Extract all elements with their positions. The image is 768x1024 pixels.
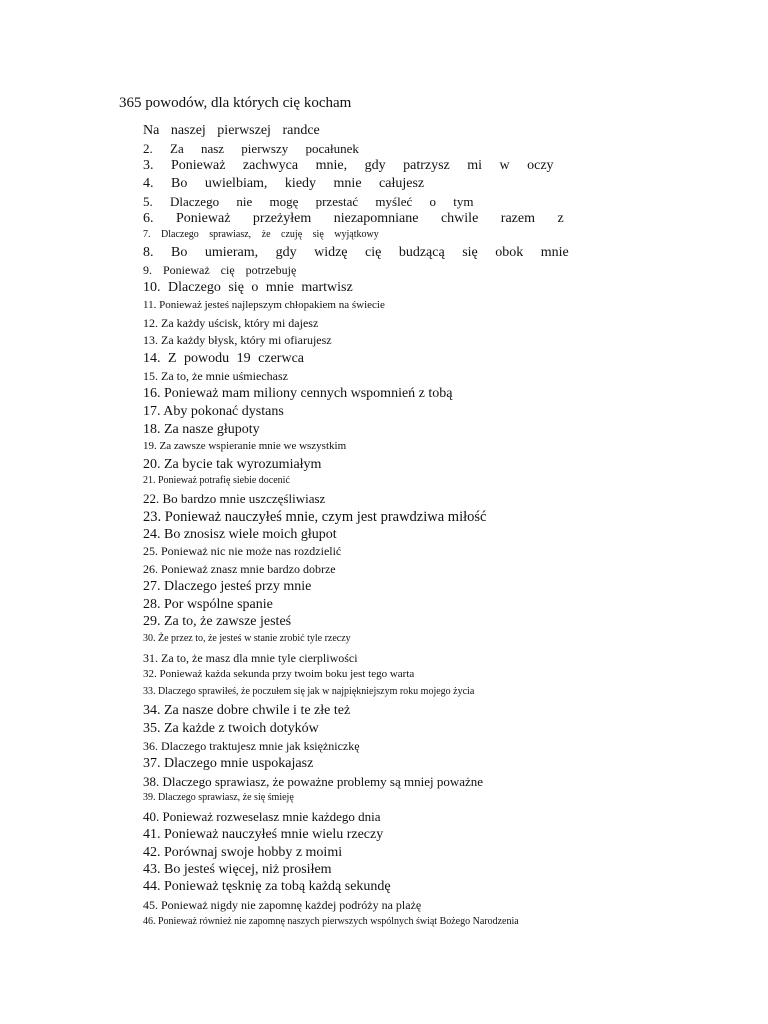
list-item: 41. Ponieważ nauczyłeś mnie wielu rzeczy [143, 827, 384, 842]
list-item: 11. Ponieważ jesteś najlepszym chłopakiem na świecie [143, 299, 385, 311]
list-item: 30. Że przez to, że jesteś w stanie zrobić tyle rzeczy [143, 633, 351, 644]
list-item: 43. Bo jesteś więcej, niż prosiłem [143, 862, 332, 877]
list-item: 15. Za to, że mnie uśmiechasz [143, 369, 288, 383]
list-item: 12. Za każdy uścisk, który mi dajesz [143, 316, 319, 330]
list-item: 45. Ponieważ nigdy nie zapomnę każdej podróży na plażę [143, 898, 422, 912]
list-item: 23. Ponieważ nauczyłeś mnie, czym jest prawdziwa miłość [143, 509, 487, 525]
list-item: 31. Za to, że masz dla mnie tyle cierpliwości [143, 651, 358, 665]
list-item: 20. Za bycie tak wyrozumiałym [143, 457, 322, 472]
list-item: 28. Por wspólne spanie [143, 597, 273, 612]
list-item: 2. Za nasz pierwszy pocałunek [143, 141, 359, 156]
list-item: 29. Za to, że zawsze jesteś [143, 614, 292, 629]
list-item: 25. Ponieważ nic nie może nas rozdzielić [143, 544, 342, 558]
list-item: Na naszej pierwszej randce [143, 123, 320, 138]
list-item: 42. Porównaj swoje hobby z moimi [143, 845, 343, 860]
list-item: 32. Ponieważ każda sekunda przy twoim boku jest tego warta [143, 668, 415, 680]
list-item: 6. Ponieważ przeżyłem niezapomniane chwile razem z [143, 211, 564, 226]
list-item: 22. Bo bardzo mnie uszczęśliwiasz [143, 491, 326, 506]
list-item: 35. Za każde z twoich dotyków [143, 721, 319, 736]
list-item: 26. Ponieważ znasz mnie bardzo dobrze [143, 562, 336, 576]
list-item: 3. Ponieważ zachwyca mnie, gdy patrzysz mi w oczy [143, 158, 554, 173]
list-item: 4. Bo uwielbiam, kiedy mnie całujesz [143, 176, 425, 191]
list-item: 44. Ponieważ tęsknię za tobą każdą sekundę [143, 879, 391, 894]
list-item: 24. Bo znosisz wiele moich głupot [143, 527, 337, 542]
list-item: 9. Ponieważ cię potrzebuję [143, 263, 297, 277]
list-item: 46. Ponieważ również nie zapomnę naszych pierwszych wspólnych świąt Bożego Narodzenia [143, 916, 519, 927]
list-item: 36. Dlaczego traktujesz mnie jak księżniczkę [143, 739, 360, 753]
list-item: 7. Dlaczego sprawiasz, że czuję się wyjątkowy [143, 229, 379, 240]
list-item: 14. Z powodu 19 czerwca [143, 351, 305, 366]
list-item: 8. Bo umieram, gdy widzę cię budzącą się obok mnie [143, 245, 569, 260]
list-item: 17. Aby pokonać dystans [143, 404, 284, 419]
list-item: 37. Dlaczego mnie uspokajasz [143, 756, 314, 771]
list-item: 13. Za każdy błysk, który mi ofiarujesz [143, 333, 332, 347]
list-item: 5. Dlaczego nie mogę przestać myśleć o tym [143, 194, 474, 209]
document-title: 365 powodów, dla których cię kocham [119, 95, 352, 111]
list-item: 16. Ponieważ mam miliony cennych wspomnień z tobą [143, 386, 453, 401]
list-item: 19. Za zawsze wspieranie mnie we wszystkim [143, 440, 347, 452]
list-item: 10. Dlaczego się o mnie martwisz [143, 280, 353, 295]
list-item: 40. Ponieważ rozweselasz mnie każdego dnia [143, 809, 381, 824]
list-item: 27. Dlaczego jesteś przy mnie [143, 579, 312, 594]
list-item: 18. Za nasze głupoty [143, 422, 260, 437]
list-item: 33. Dlaczego sprawiłeś, że poczułem się jak w najpiękniejszym roku mojego życia [143, 686, 475, 697]
list-item: 21. Ponieważ potrafię siebie docenić [143, 475, 290, 486]
list-item: 38. Dlaczego sprawiasz, że poważne problemy są mniej poważne [143, 774, 484, 789]
list-item: 34. Za nasze dobre chwile i te złe też [143, 703, 351, 718]
list-item: 39. Dlaczego sprawiasz, że się śmieję [143, 792, 294, 803]
